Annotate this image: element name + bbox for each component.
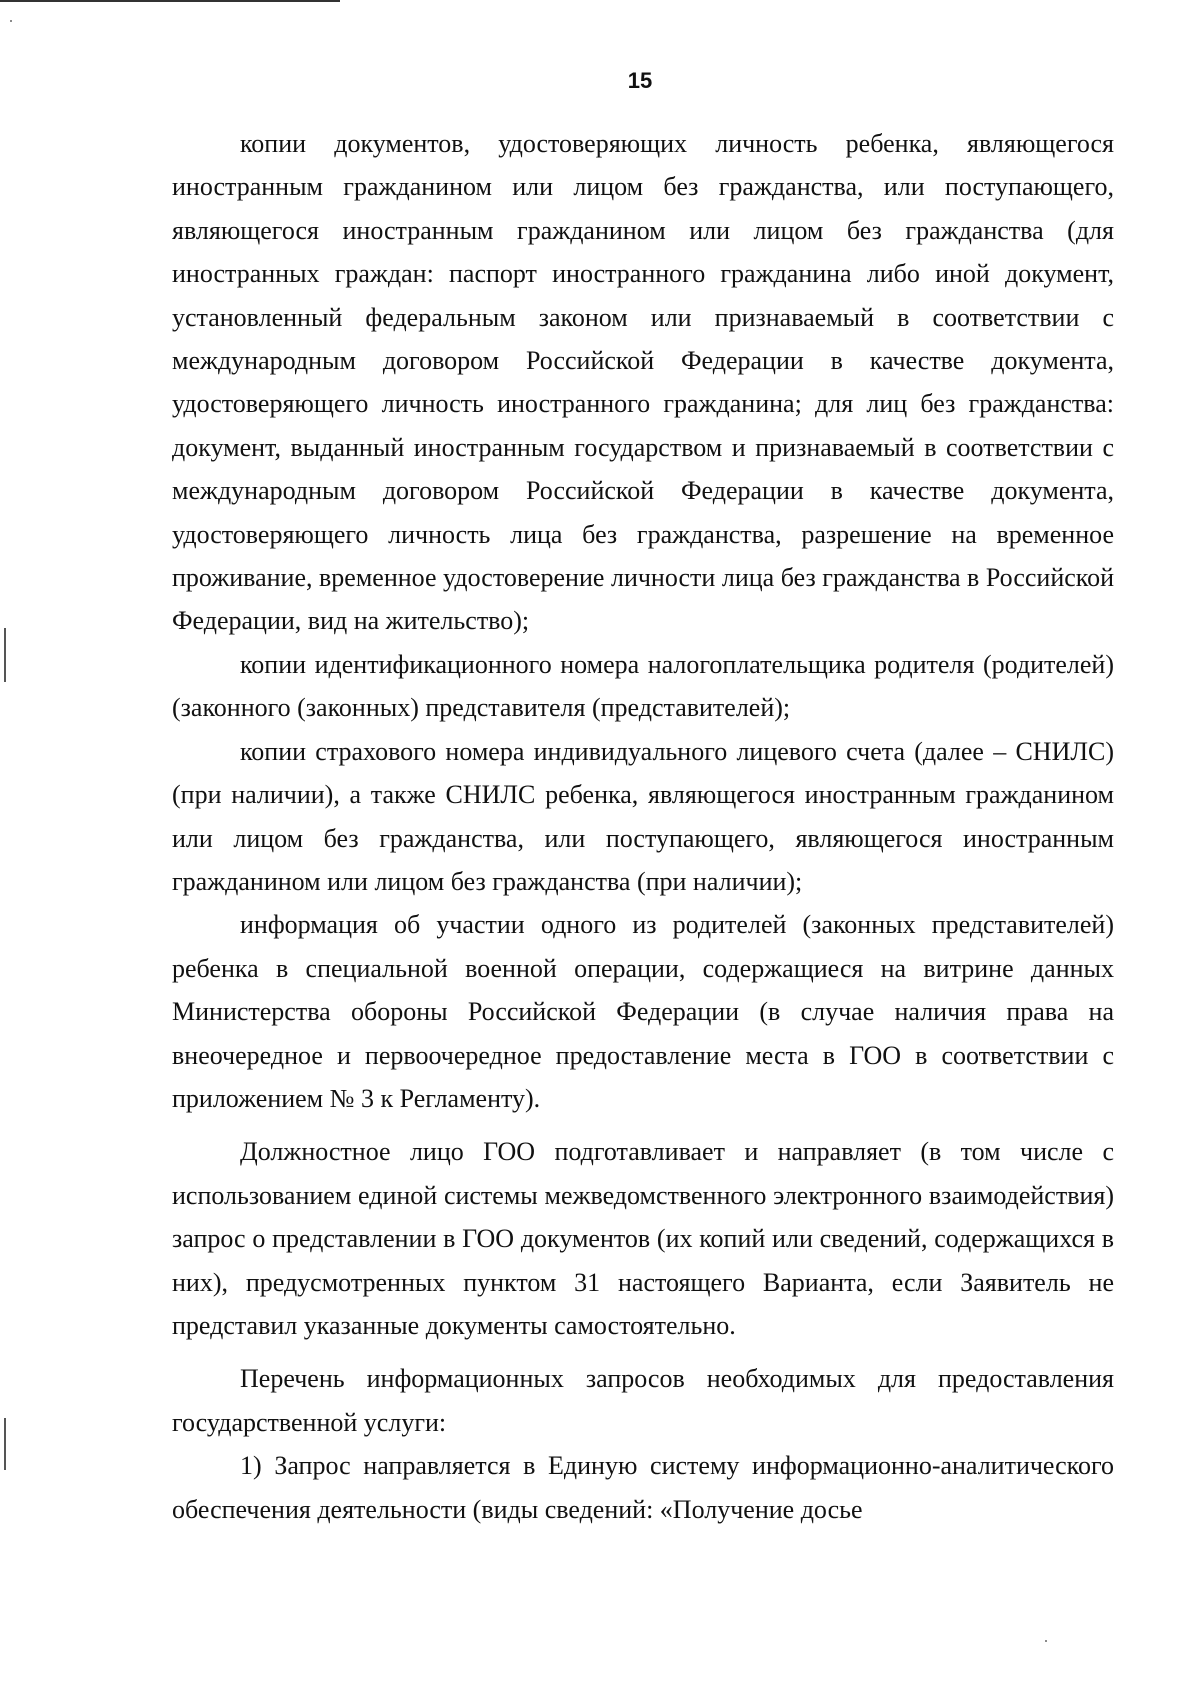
paragraph-requests-list: Перечень информационных запросов необходимых для предоставления государственной услуги:	[172, 1364, 1114, 1437]
page-number: 15	[627, 68, 653, 93]
scan-left-mark	[4, 1418, 6, 1470]
paragraph-official-request: Должностное лицо ГОО подготавливает и направляет (в том числе с использованием единой системы межведомственного электронного взаимодействия) запрос о представлении в ГОО документов (их копий или сведений, содержащихся в них), предусмотренных пунктом 31 настоящего Варианта, если Заявитель не представил указанные документы самостоятельно.	[172, 1137, 1114, 1340]
paragraph-identity-documents: копии документов, удостоверяющих личность ребенка, являющегося иностранным гражданином или лицом без гражданства, или поступающего, являющегося иностранным гражданином или лицом без гражданства (для иностранных граждан: паспорт иностранного гражданина либо иной документ, установленный федеральным законом или признаваемый в соответствии с международным договором Российской Федерации в качестве документа, удостоверяющего личность иностранного гражданина; для лиц без гражданства: документ, выданный иностранным государством и признаваемый в соответствии с международным договором Российской Федерации в качестве документа, удостоверяющего личность лица без гражданства, разрешение на временное проживание, временное удостоверение личности лица без гражданства в Российской Федерации, вид на жительство);	[172, 129, 1114, 636]
scan-speck	[1045, 1640, 1047, 1642]
scan-left-mark	[4, 628, 6, 682]
scan-top-edge	[0, 0, 340, 2]
paragraph-snils: копии страхового номера индивидуального лицевого счета (далее – СНИЛС) (при наличии), а также СНИЛС ребенка, являющегося иностранным гражданином или лицом без гражданства, или поступающего, являющегося иностранным гражданином или лицом без гражданства (при наличии);	[172, 736, 1114, 896]
paragraph-request-1: 1) Запрос направляется в Единую систему информационно-аналитического обеспечения деятельности (виды сведений: «Получение досье	[172, 1451, 1114, 1524]
paragraph-inn: копии идентификационного номера налогоплательщика родителя (родителей) (законного (законных) представителя (представителей);	[172, 649, 1114, 723]
scan-speck	[10, 20, 12, 22]
paragraph-military-operation: информация об участии одного из родителей (законных представителей) ребенка в специальной военной операции, содержащиеся на витрине данных Министерства обороны Российской Федерации (в случае наличия права на внеочередное и первоочередное предоставление места в ГОО в соответствии с приложением № 3 к Регламенту).	[172, 910, 1114, 1113]
document-body	[172, 122, 1114, 1531]
